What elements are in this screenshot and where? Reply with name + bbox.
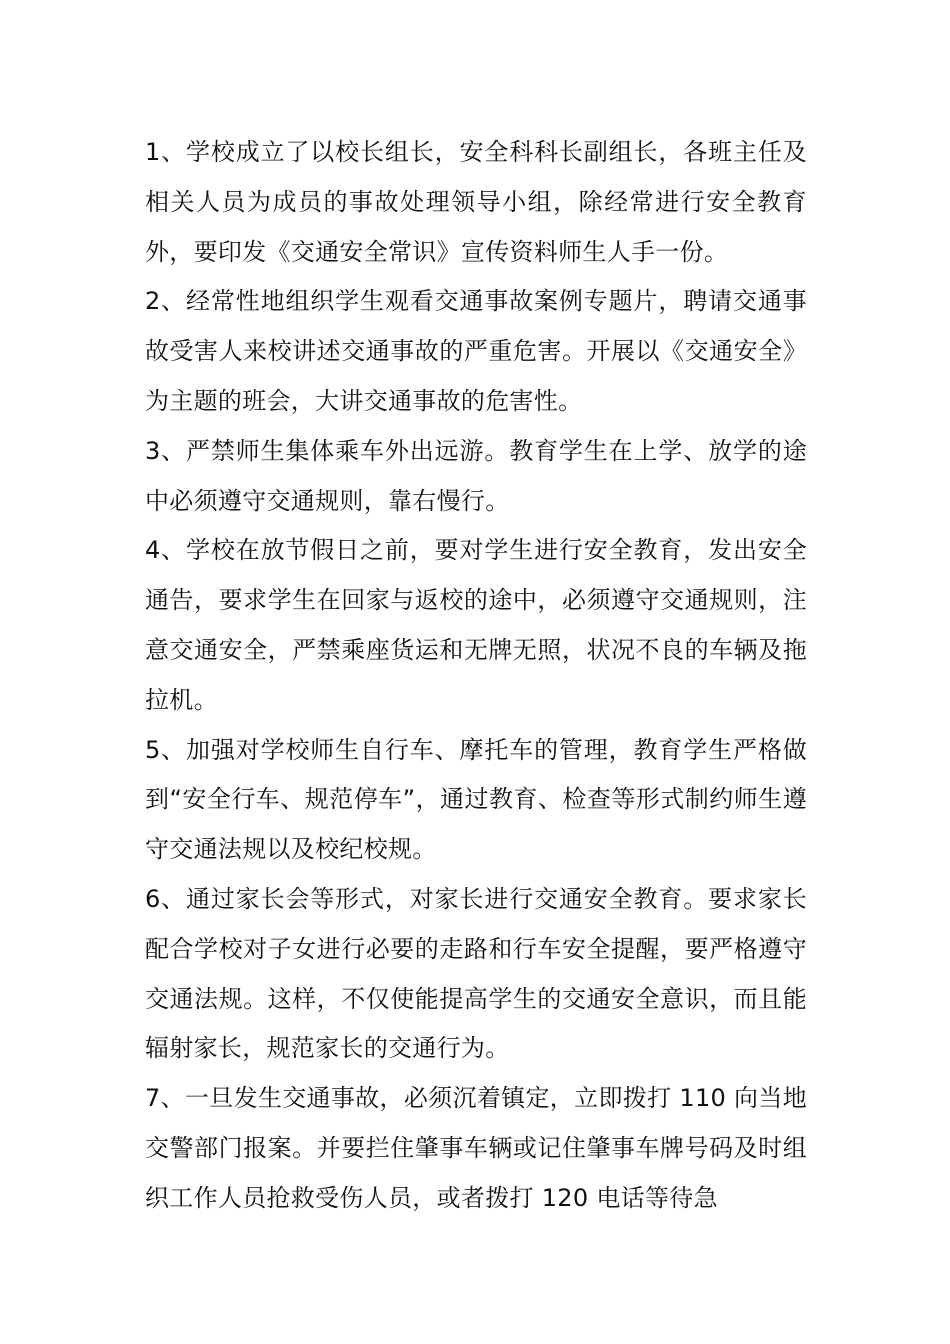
paragraph-1: 1、学校成立了以校长组长，安全科科长副组长，各班主任及相关人员为成员的事故处理领导小组，除经常进行安全教育外，要印发《交通安全常识》宣传资料师生人手一份。: [145, 138, 807, 266]
paragraph-2: 2、经常性地组织学生观看交通事故案例专题片，聘请交通事故受害人来校讲述交通事故的严重危害。开展以《交通安全》为主题的班会，大讲交通事故的危害性。: [145, 287, 807, 415]
document-body: [145, 128, 807, 1224]
paragraph-7: 7、一旦发生交通事故，必须沉着镇定，立即拨打 110 向当地交警部门报案。并要拦住肇事车辆或记住肇事车牌号码及时组织工作人员抢救受伤人员，或者拨打 120 电话等待急: [145, 1084, 807, 1212]
paragraph-4: 4、学校在放节假日之前，要对学生进行安全教育，发出安全通告，要求学生在回家与返校的途中，必须遵守交通规则，注意交通安全，严禁乘座货运和无牌无照，状况不良的车辆及拖拉机。: [145, 536, 807, 714]
paragraph-5: 5、加强对学校师生自行车、摩托车的管理，教育学生严格做到“安全行车、规范停车”，通过教育、检查等形式制约师生遵守交通法规以及校纪校规。: [145, 735, 807, 864]
paragraph-6: 6、通过家长会等形式，对家长进行交通安全教育。要求家长配合学校对子女进行必要的走路和行车安全提醒，要严格遵守交通法规。这样，不仅使能提高学生的交通安全意识，而且能辐射家长，规范家长的交通行为。: [145, 884, 807, 1063]
paragraph-3: 3、严禁师生集体乘车外出远游。教育学生在上学、放学的途中必须遵守交通规则，靠右慢行。: [145, 436, 807, 515]
